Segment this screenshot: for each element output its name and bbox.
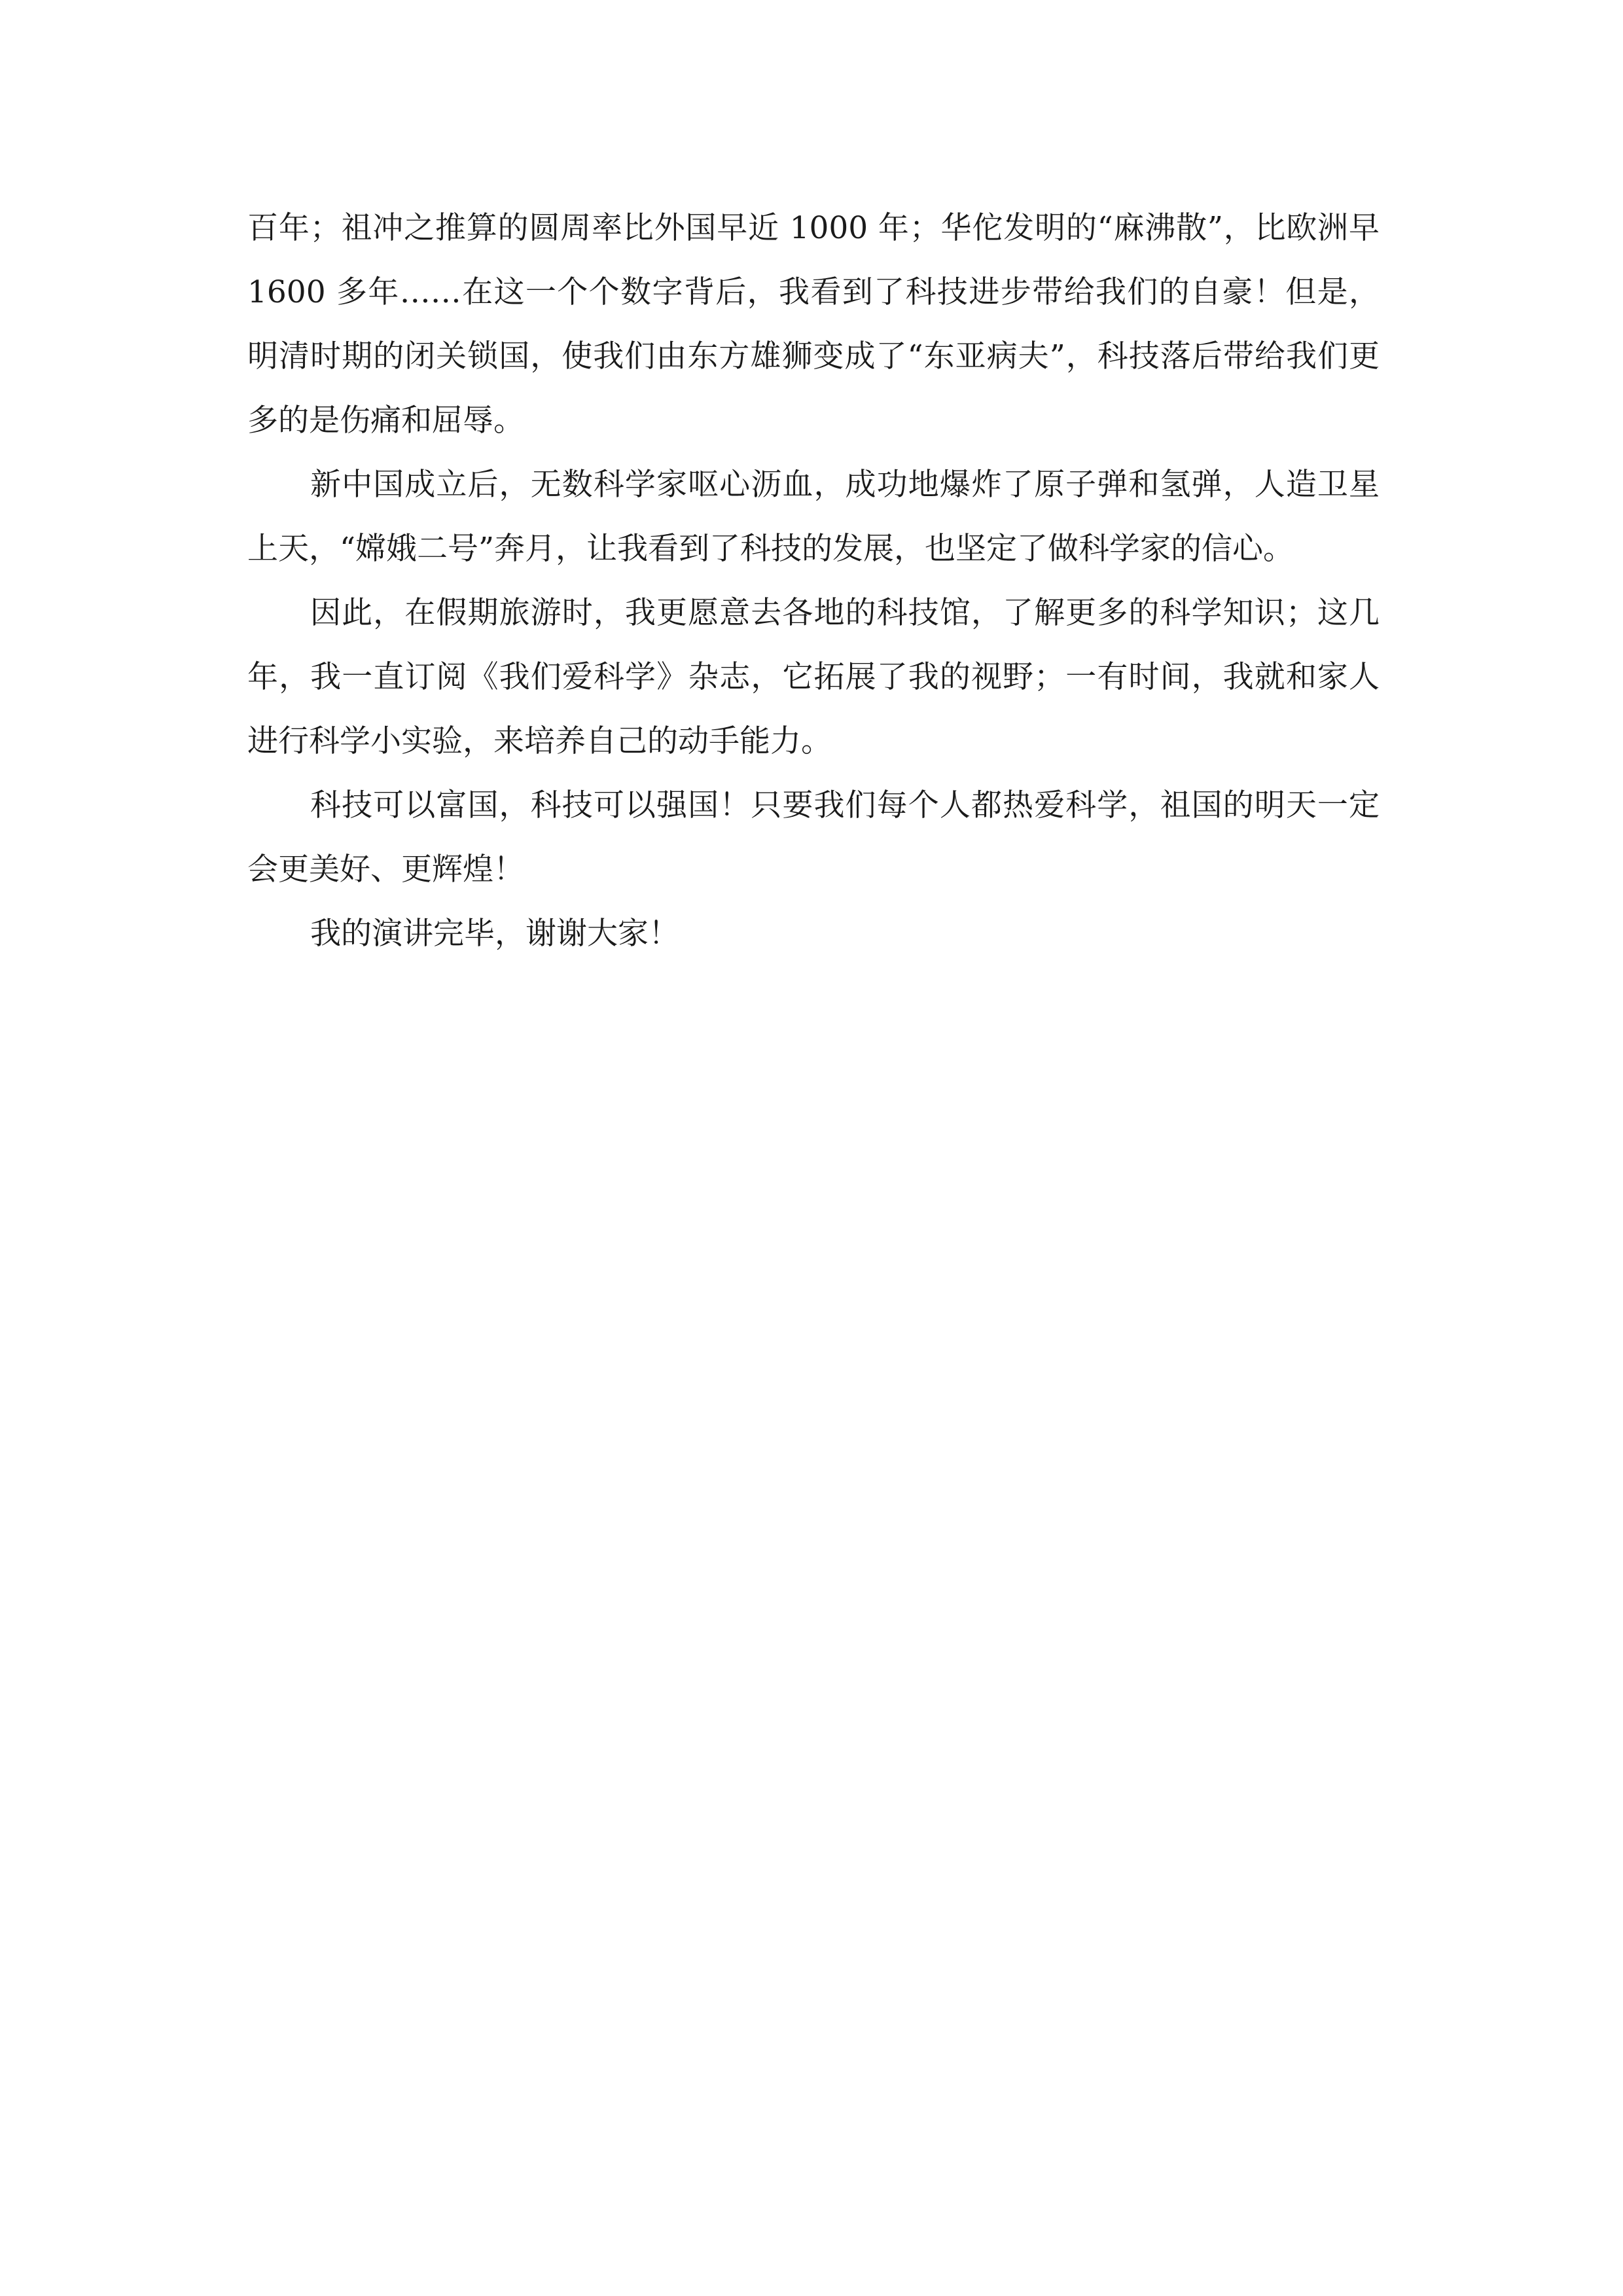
paragraph-closing: 我的演讲完毕，谢谢大家！ bbox=[310, 916, 679, 952]
paragraph-new-china: 新中国成立后，无数科学家呕心沥血，成功地爆炸了原子弹和氢弹，人造卫星上天，“嫦娥二号”奔月，让我看到了科技的发展，也坚定了做科学家的信心。 bbox=[247, 467, 1380, 567]
paragraph-history: 百年；祖冲之推算的圆周率比外国早近 1000 年；华佗发明的“麻沸散”，比欧洲早 1600 多年……在这一个个数字背后，我看到了科技进步带给我们的自豪！但是，明清时期的闭关锁国，使我们由东方雄狮变成了“东亚病夫”，科技落后带给我们更多的是伤痛和屈辱。 bbox=[247, 210, 1380, 439]
paragraph-conclusion: 科技可以富国，科技可以强国！只要我们每个人都热爱科学，祖国的明天一定会更美好、更辉煌！ bbox=[247, 787, 1380, 888]
speech-body bbox=[247, 196, 1380, 966]
paragraph-learning: 因此，在假期旅游时，我更愿意去各地的科技馆，了解更多的科学知识；这几年，我一直订阅《我们爱科学》杂志，它拓展了我的视野；一有时间，我就和家人进行科学小实验，来培养自己的动手能力。 bbox=[247, 595, 1380, 759]
